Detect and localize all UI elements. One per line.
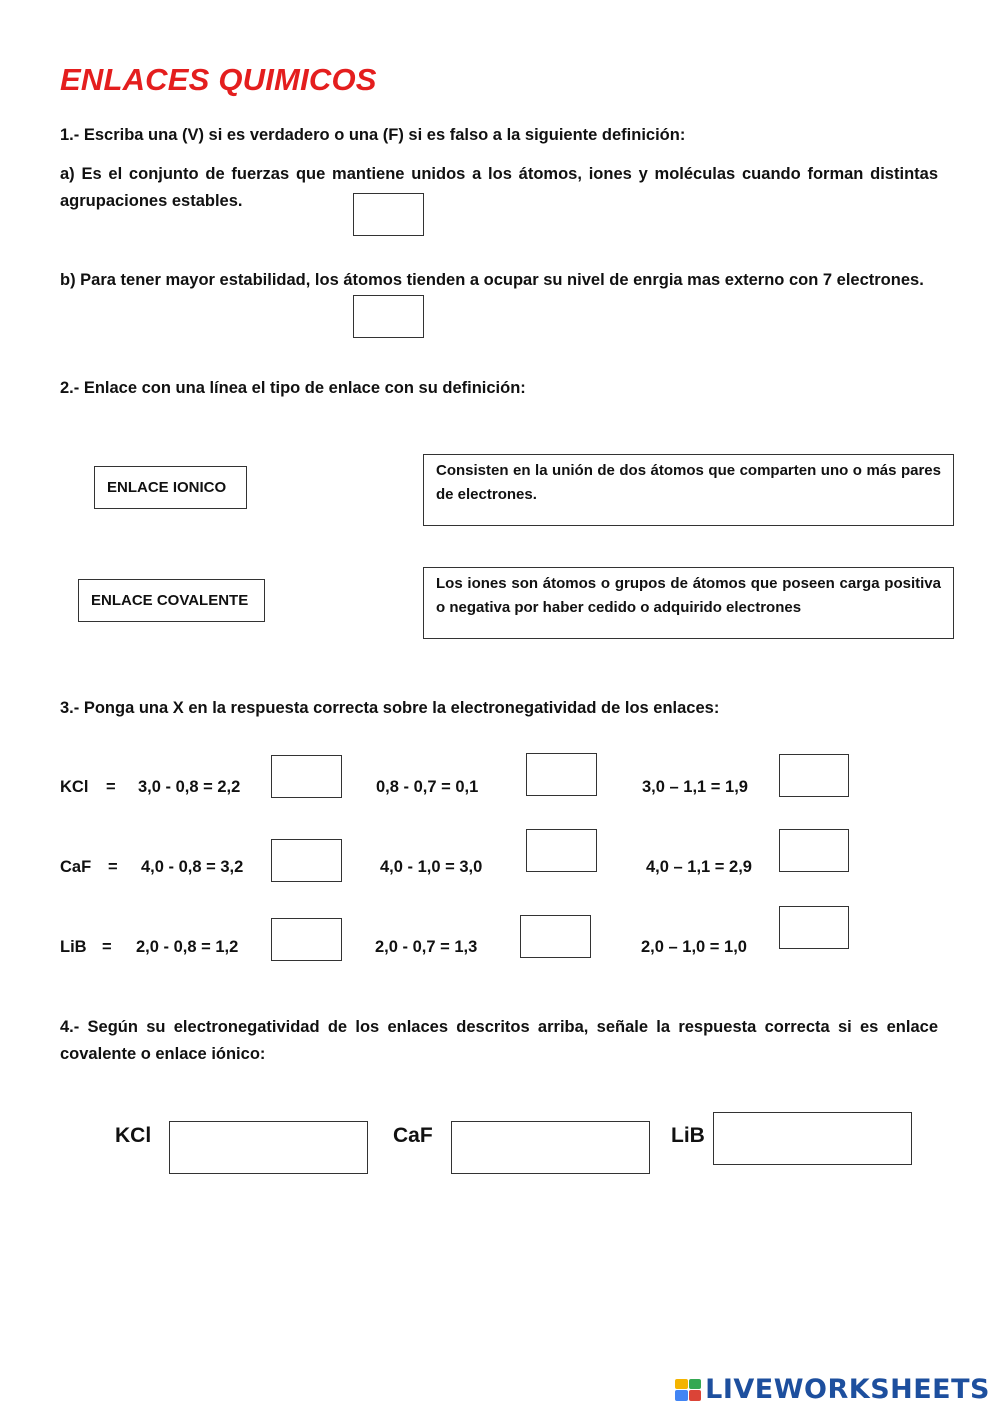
option-checkbox[interactable] — [271, 755, 342, 798]
option-text: 2,0 - 0,8 = 1,2 — [136, 938, 239, 956]
answer-label-caf: CaF — [393, 1124, 433, 1147]
compound-label: KCl — [60, 778, 89, 796]
answer-input-lib[interactable] — [713, 1112, 912, 1165]
compound-label: CaF — [60, 858, 92, 876]
option-checkbox[interactable] — [271, 918, 342, 961]
option-checkbox[interactable] — [526, 753, 597, 796]
definition-box-2[interactable] — [423, 567, 954, 639]
question-4-prompt: 4.- Según su electronegatividad de los enlaces descritos arriba, señale la respuesta correcta si es enlace covalente o enlace iónico: — [60, 1018, 938, 1063]
bond-label-covalent[interactable] — [78, 579, 265, 622]
definition-box-1[interactable] — [423, 454, 954, 526]
question-3-prompt: 3.- Ponga una X en la respuesta correcta sobre la electronegatividad de los enlaces: — [60, 699, 720, 717]
option-checkbox[interactable] — [779, 906, 849, 949]
option-text: 3,0 - 0,8 = 2,2 — [138, 778, 241, 796]
equals-sign: = — [102, 938, 112, 956]
liveworksheets-logo[interactable] — [675, 1374, 990, 1405]
option-checkbox[interactable] — [779, 754, 849, 797]
question-1a-text: a) Es el conjunto de fuerzas que mantiene unidos a los átomos, iones y moléculas cuando forman distintas agrupaciones estables. — [60, 165, 938, 210]
logo-text: LIVEWORKSHEETS — [705, 1374, 990, 1405]
option-text: 4,0 – 1,1 = 2,9 — [646, 858, 752, 876]
bond-label-covalent-text: ENLACE COVALENTE — [91, 592, 249, 609]
option-checkbox[interactable] — [520, 915, 591, 958]
option-text: 0,8 - 0,7 = 0,1 — [376, 778, 479, 796]
answer-box-1a[interactable] — [353, 193, 424, 236]
definition-1-text: Consisten en la unión de dos átomos que comparten uno o más pares de electrones. — [436, 462, 941, 503]
bond-label-ionic[interactable] — [94, 466, 247, 509]
page-title: ENLACES QUIMICOS — [60, 62, 377, 97]
option-checkbox[interactable] — [526, 829, 597, 872]
answer-input-caf[interactable] — [451, 1121, 650, 1174]
bond-label-ionic-text: ENLACE IONICO — [107, 479, 227, 496]
definition-2-text: Los iones son átomos o grupos de átomos que poseen carga positiva o negativa por haber cedido o adquirido electrones — [436, 575, 941, 616]
option-checkbox[interactable] — [271, 839, 342, 882]
answer-label-lib: LiB — [671, 1124, 705, 1147]
answer-box-1b[interactable] — [353, 295, 424, 338]
option-text: 2,0 - 0,7 = 1,3 — [375, 938, 478, 956]
equals-sign: = — [106, 778, 116, 796]
equals-sign: = — [108, 858, 118, 876]
question-2-prompt: 2.- Enlace con una línea el tipo de enlace con su definición: — [60, 379, 526, 397]
option-text: 3,0 – 1,1 = 1,9 — [642, 778, 748, 796]
option-checkbox[interactable] — [779, 829, 849, 872]
question-1b-text: b) Para tener mayor estabilidad, los átomos tienden a ocupar su nivel de enrgia mas externo con 7 electrones. — [60, 271, 924, 289]
option-text: 4,0 - 1,0 = 3,0 — [380, 858, 483, 876]
logo-mark-icon — [675, 1379, 701, 1401]
option-text: 2,0 – 1,0 = 1,0 — [641, 938, 747, 956]
answer-label-kcl: KCl — [115, 1124, 152, 1147]
question-1-prompt: 1.- Escriba una (V) si es verdadero o una (F) si es falso a la siguiente definición: — [60, 126, 686, 144]
option-text: 4,0 - 0,8 = 3,2 — [141, 858, 244, 876]
compound-label: LiB — [60, 938, 87, 956]
answer-input-kcl[interactable] — [169, 1121, 368, 1174]
